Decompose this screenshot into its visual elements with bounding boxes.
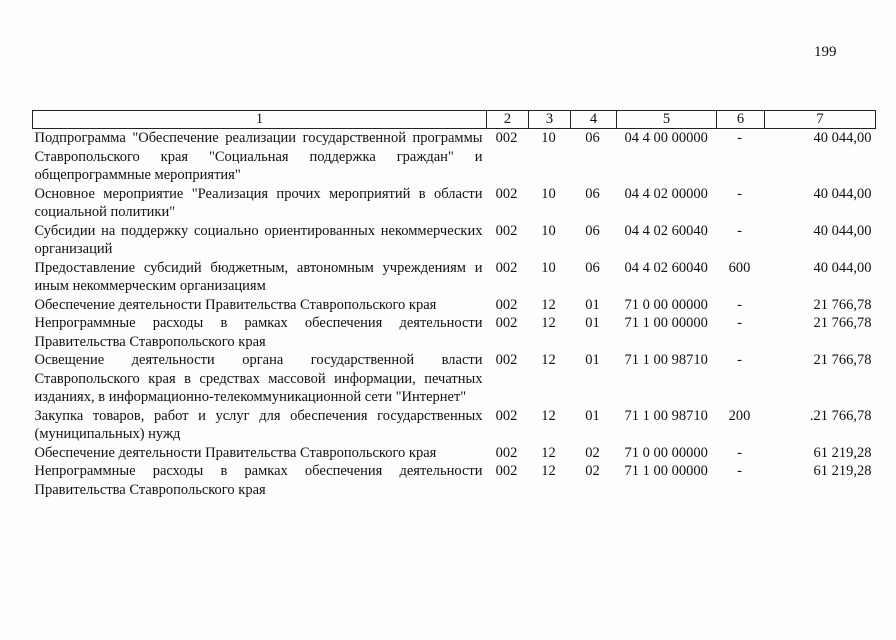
row-code: 04 4 02 60040 xyxy=(624,222,708,239)
table-row xyxy=(33,351,876,407)
table-row xyxy=(33,444,876,463)
row-amount: 40 044,00 xyxy=(813,130,872,146)
table-body xyxy=(33,129,876,500)
row-code: 04 4 02 00000 xyxy=(624,185,708,202)
row-description: Подпрограмма "Обеспечение реализации государственной программы Ставропольского края "Социальная поддержка граждан" и общепрограммные мероприятия" xyxy=(34,130,483,183)
header-col-2: 2 xyxy=(487,111,529,129)
header-col-5: 5 xyxy=(617,111,717,129)
row-code: 71 1 00 00000 xyxy=(624,315,708,331)
row-col-4: 01 xyxy=(585,315,600,331)
header-col-3: 3 xyxy=(529,111,571,129)
row-col-3: 10 xyxy=(541,130,556,146)
row-code: 71 0 00 00000 xyxy=(624,444,708,461)
row-description: Освещение деятельности органа государственной власти Ставропольского края в средствах массовой информации, печатных изданиях, в информационно-телекоммуникационной сети "Интернет" xyxy=(34,352,483,405)
page-number: 199 xyxy=(814,44,837,60)
row-col-4: 06 xyxy=(585,130,600,146)
row-col-4: 06 xyxy=(585,185,600,202)
budget-table xyxy=(32,110,876,499)
row-col-4: 01 xyxy=(585,352,600,368)
row-col-6: 600 xyxy=(728,259,751,276)
row-description: Непрограммные расходы в рамках обеспечения деятельности Правительства Ставропольского края xyxy=(34,315,483,350)
row-description: Обеспечение деятельности Правительства Ставропольского края xyxy=(34,444,437,461)
row-description: Основное мероприятие "Реализация прочих мероприятий в области социальной политики" xyxy=(34,185,483,220)
row-col-6: - xyxy=(737,130,742,146)
row-amount: 61 219,28 xyxy=(813,463,872,479)
row-description: Обеспечение деятельности Правительства Ставропольского края xyxy=(34,296,437,313)
row-code: 04 4 02 60040 xyxy=(624,259,708,276)
row-col-6: - xyxy=(737,463,742,479)
row-amount: 21 766,78 xyxy=(813,296,872,313)
table-row xyxy=(33,314,876,351)
row-col-4: 01 xyxy=(585,407,600,424)
row-col-3: 12 xyxy=(541,296,556,313)
row-col-2: 002 xyxy=(495,407,518,424)
row-col-2: 002 xyxy=(495,185,518,202)
row-col-3: 10 xyxy=(541,259,556,276)
table-row xyxy=(33,129,876,185)
row-code: 71 1 00 98710 xyxy=(624,352,708,368)
row-col-4: 02 xyxy=(585,463,600,479)
header-col-7: 7 xyxy=(765,111,876,129)
row-description: Закупка товаров, работ и услуг для обеспечения государственных (муниципальных) нужд xyxy=(34,407,483,442)
row-col-3: 12 xyxy=(541,444,556,461)
row-code: 71 0 00 00000 xyxy=(624,296,708,313)
header-col-1: 1 xyxy=(33,111,487,129)
row-col-6: - xyxy=(737,296,742,313)
row-col-3: 12 xyxy=(541,315,556,331)
row-col-4: 02 xyxy=(585,444,600,461)
table-row xyxy=(33,296,876,315)
row-description: Непрограммные расходы в рамках обеспечения деятельности Правительства Ставропольского края xyxy=(34,463,483,498)
row-col-3: 12 xyxy=(541,463,556,479)
row-col-2: 002 xyxy=(495,222,518,239)
row-col-2: 002 xyxy=(495,130,518,146)
row-col-2: 002 xyxy=(495,352,518,368)
row-code: 04 4 00 00000 xyxy=(624,130,708,146)
row-col-4: 01 xyxy=(585,296,600,313)
row-col-6: - xyxy=(737,444,742,461)
row-col-2: 002 xyxy=(495,315,518,331)
table-row xyxy=(33,222,876,259)
row-amount: 40 044,00 xyxy=(813,259,872,276)
row-col-4: 06 xyxy=(585,222,600,239)
row-col-3: 12 xyxy=(541,352,556,368)
header-col-6: 6 xyxy=(717,111,765,129)
header-row xyxy=(33,111,876,129)
row-col-2: 002 xyxy=(495,296,518,313)
row-col-2: 002 xyxy=(495,463,518,479)
table-row xyxy=(33,407,876,444)
table-header xyxy=(33,111,876,129)
row-amount: 21 766,78 xyxy=(813,315,872,331)
row-col-6: - xyxy=(737,222,742,239)
row-col-6: - xyxy=(737,352,742,368)
row-col-3: 12 xyxy=(541,407,556,424)
row-col-6: - xyxy=(737,185,742,202)
row-col-2: 002 xyxy=(495,444,518,461)
table-row xyxy=(33,259,876,296)
header-col-4: 4 xyxy=(571,111,617,129)
row-col-6: - xyxy=(737,315,742,331)
row-col-2: 002 xyxy=(495,259,518,276)
row-code: 71 1 00 00000 xyxy=(624,463,708,479)
row-description: Предоставление субсидий бюджетным, автономным учреждениям и иным некоммерческим организациям xyxy=(34,259,483,294)
row-amount: 40 044,00 xyxy=(813,222,872,239)
row-amount: 61 219,28 xyxy=(813,444,872,461)
row-amount: 40 044,00 xyxy=(813,185,872,202)
row-amount: .21 766,78 xyxy=(809,407,872,424)
row-col-4: 06 xyxy=(585,259,600,276)
row-amount: 21 766,78 xyxy=(813,352,872,368)
table-row xyxy=(33,462,876,499)
row-col-3: 10 xyxy=(541,222,556,239)
row-col-6: 200 xyxy=(728,407,751,424)
table-row xyxy=(33,185,876,222)
row-col-3: 10 xyxy=(541,185,556,202)
row-code: 71 1 00 98710 xyxy=(624,407,708,424)
row-description: Субсидии на поддержку социально ориентированных некоммерческих организаций xyxy=(34,222,483,257)
